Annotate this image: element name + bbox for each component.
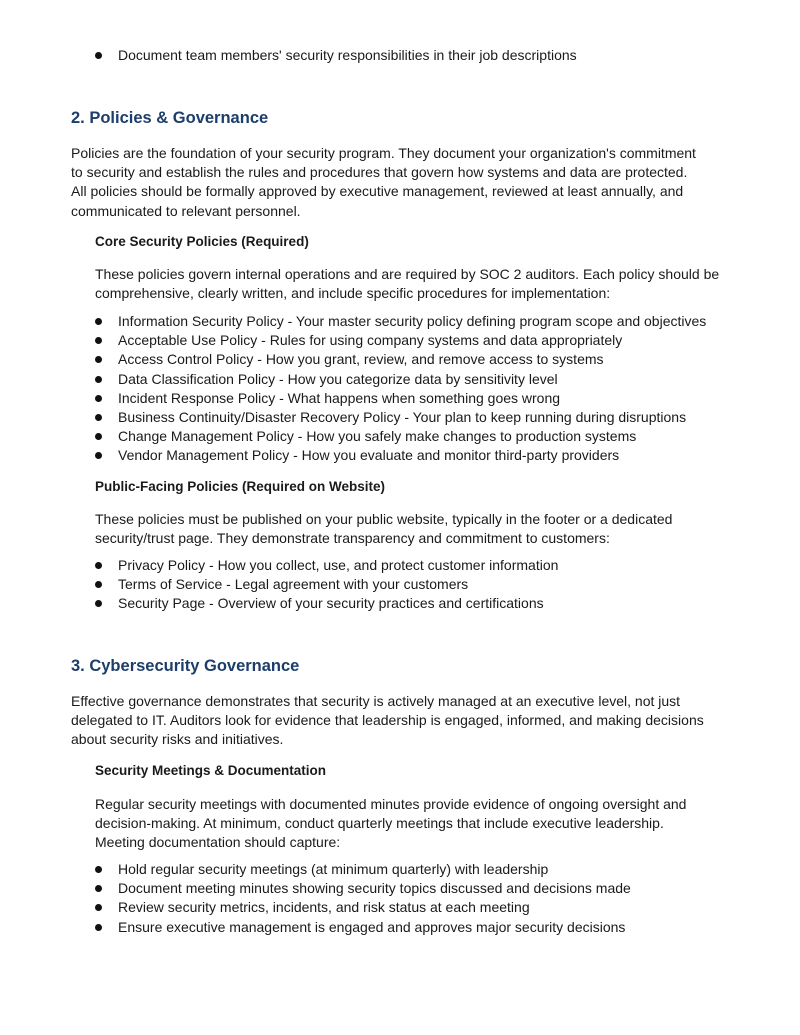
paragraph-line: communicated to relevant personnel. [71, 202, 301, 219]
bullet-icon [95, 414, 102, 421]
section-intro-governance [71, 692, 736, 750]
list-item-text: Incident Response Policy - What happens when something goes wrong [118, 389, 561, 406]
security-meetings-list [0, 860, 631, 937]
list-item-text: Security Page - Overview of your security practices and certifications [118, 595, 544, 612]
bullet-icon [95, 318, 102, 325]
bullet-icon [95, 866, 102, 873]
list-item-text: Vendor Management Policy - How you evaluate and monitor third-party providers [118, 447, 620, 464]
list-item-text: Change Management Policy - How you safely make changes to production systems [118, 428, 637, 445]
subheading-security-meetings: Security Meetings & Documentation [95, 763, 327, 778]
list-item [71, 879, 631, 898]
list-item [71, 898, 631, 917]
bullet-icon [95, 885, 102, 892]
list-item-text: Privacy Policy - How you collect, use, and protect customer information [118, 557, 559, 573]
bullet-icon [95, 376, 102, 383]
list-item-text: Access Control Policy - How you grant, review, and remove access to systems [118, 351, 604, 368]
paragraph-line: All policies should be formally approved by executive management, reviewed at least annually, and [71, 183, 684, 200]
top-list [0, 46, 577, 65]
list-item [71, 312, 706, 331]
list-item-text: Data Classification Policy - How you categorize data by sensitivity level [118, 370, 558, 387]
subheading-core-policies: Core Security Policies (Required) [95, 234, 309, 249]
list-item-text: Review security metrics, incidents, and risk status at each meeting [118, 899, 530, 916]
list-item [71, 46, 577, 65]
list-item [71, 594, 558, 613]
list-item [71, 370, 706, 389]
list-item [71, 427, 706, 446]
paragraph-line: Policies are the foundation of your security program. They document your organization's commitment [71, 145, 696, 161]
bullet-icon [95, 356, 102, 363]
list-item [71, 350, 706, 369]
paragraph-line: security/trust page. They demonstrate transparency and commitment to customers: [95, 530, 610, 547]
paragraph-line: about security risks and initiatives. [71, 731, 284, 748]
list-item [71, 389, 706, 408]
list-item [71, 918, 631, 937]
public-policies-list [0, 556, 558, 614]
list-item [71, 575, 558, 594]
list-item [71, 556, 558, 575]
list-item-text: Acceptable Use Policy - Rules for using company systems and data appropriately [118, 332, 623, 349]
bullet-icon [95, 52, 102, 59]
list-item [71, 331, 706, 350]
paragraph-line: These policies govern internal operations and are required by SOC 2 auditors. Each policy should be [95, 266, 720, 282]
list-item-text: Ensure executive management is engaged and approves major security decisions [118, 918, 626, 935]
bullet-icon [95, 395, 102, 402]
list-item-text: Information Security Policy - Your master security policy defining program scope and objectives [118, 313, 707, 329]
bullet-icon [95, 924, 102, 931]
bullet-icon [95, 452, 102, 459]
section-intro-policies [71, 144, 736, 221]
list-item-text: Document team members' security responsibilities in their job descriptions [118, 47, 577, 63]
bullet-icon [95, 581, 102, 588]
bullet-icon [95, 904, 102, 911]
paragraph-line: These policies must be published on your public website, typically in the footer or a dedicated [95, 511, 673, 527]
list-item [71, 408, 706, 427]
paragraph-line: Regular security meetings with documented minutes provide evidence of ongoing oversight and [95, 796, 687, 812]
public-policies-intro [95, 510, 735, 548]
list-item-text: Terms of Service - Legal agreement with your customers [118, 576, 469, 593]
list-item-text: Business Continuity/Disaster Recovery Policy - Your plan to keep running during disruptions [118, 409, 687, 426]
list-item-text: Document meeting minutes showing security topics discussed and decisions made [118, 880, 631, 897]
subheading-public-policies: Public-Facing Policies (Required on Website) [95, 479, 386, 494]
security-meetings-intro [95, 795, 735, 853]
section-heading-governance: 3. Cybersecurity Governance [71, 657, 300, 675]
list-item-text: Hold regular security meetings (at minimum quarterly) with leadership [118, 861, 549, 877]
section-heading-policies: 2. Policies & Governance [71, 109, 269, 127]
paragraph-line: comprehensive, clearly written, and include specific procedures for implementation: [95, 285, 611, 302]
core-policies-intro [95, 265, 735, 303]
paragraph-line: Meeting documentation should capture: [95, 834, 341, 851]
paragraph-line: delegated to IT. Auditors look for evidence that leadership is engaged, informed, and making decisions [71, 712, 704, 729]
paragraph-line: decision-making. At minimum, conduct quarterly meetings that include executive leadership. [95, 815, 664, 832]
bullet-icon [95, 600, 102, 607]
list-item [71, 446, 706, 465]
bullet-icon [95, 337, 102, 344]
list-item [71, 860, 631, 879]
core-policies-list [0, 312, 706, 466]
bullet-icon [95, 433, 102, 440]
bullet-icon [95, 562, 102, 569]
paragraph-line: to security and establish the rules and procedures that govern how systems and data are protected. [71, 164, 688, 181]
paragraph-line: Effective governance demonstrates that security is actively managed at an executive level, not just [71, 693, 681, 709]
